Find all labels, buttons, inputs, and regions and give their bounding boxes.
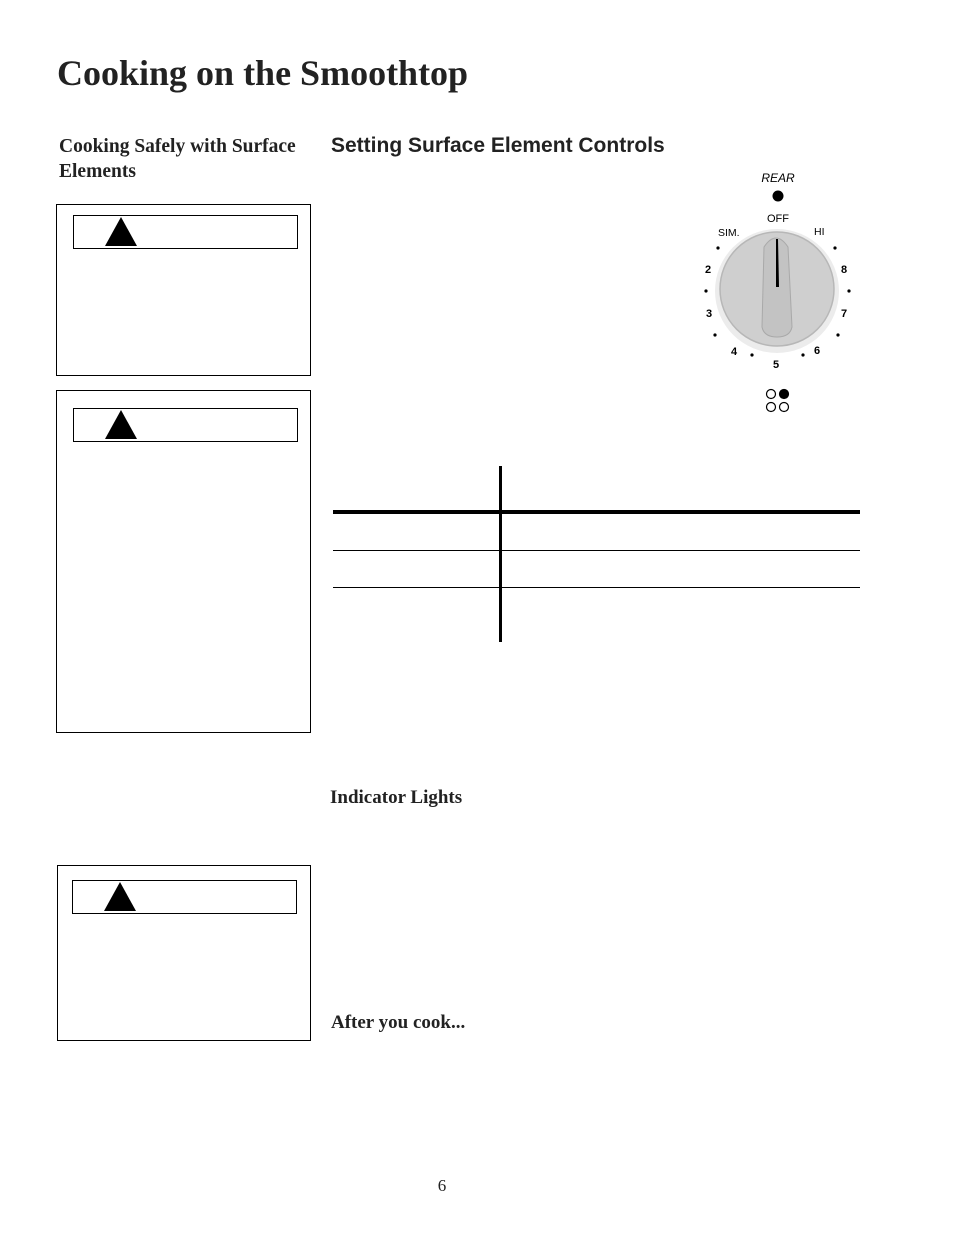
table-row-rule	[333, 550, 860, 551]
dial-dot	[801, 353, 804, 356]
warning-icon	[105, 410, 137, 439]
warning-header-2	[73, 408, 298, 442]
dial-number-4: 4	[731, 346, 738, 358]
knob-hi-label: HI	[814, 226, 825, 238]
warning-header-3	[72, 880, 297, 914]
warning-icon	[105, 217, 137, 246]
dial-dot	[750, 353, 753, 356]
dial-number-3: 3	[706, 308, 713, 320]
control-knob-diagram	[690, 165, 870, 420]
element-position-icon	[767, 390, 776, 399]
page-title: Cooking on the Smoothtop	[57, 53, 469, 93]
dial-number-8: 8	[841, 264, 848, 276]
table-header-rule	[333, 510, 860, 514]
knob-off-label: OFF	[767, 213, 789, 225]
dial-dot	[847, 289, 850, 292]
table-column-divider	[499, 466, 502, 642]
main-heading: Setting Surface Element Controls	[331, 134, 665, 157]
sidebar-heading: Cooking Safely with Surface Elements	[59, 136, 296, 182]
dial-dot	[704, 289, 707, 292]
dial-dot	[836, 333, 839, 336]
warning-box-2	[56, 390, 311, 733]
dial-number-7: 7	[841, 308, 848, 320]
warning-header-1	[73, 215, 298, 249]
warning-box-1	[56, 204, 311, 376]
warning-icon	[104, 882, 136, 911]
rear-indicator-dot	[773, 191, 784, 202]
dial-number-5: 5	[773, 359, 780, 371]
dial-number-6: 6	[814, 345, 821, 357]
element-position-icon	[780, 403, 789, 412]
knob-sim-label: SIM.	[718, 227, 740, 239]
dial-number-2: 2	[705, 264, 712, 276]
indicator-lights-heading: Indicator Lights	[330, 787, 463, 808]
page-number: 6	[437, 1176, 447, 1195]
table-row-rule	[333, 587, 860, 588]
knob-rear-label: REAR	[761, 171, 795, 185]
dial-dot	[716, 246, 719, 249]
warning-box-3	[57, 865, 311, 1041]
dial-dot	[713, 333, 716, 336]
dial-dot	[833, 246, 836, 249]
element-position-icon	[767, 403, 776, 412]
after-you-cook-heading: After you cook...	[331, 1012, 466, 1033]
element-position-icon	[780, 390, 789, 399]
